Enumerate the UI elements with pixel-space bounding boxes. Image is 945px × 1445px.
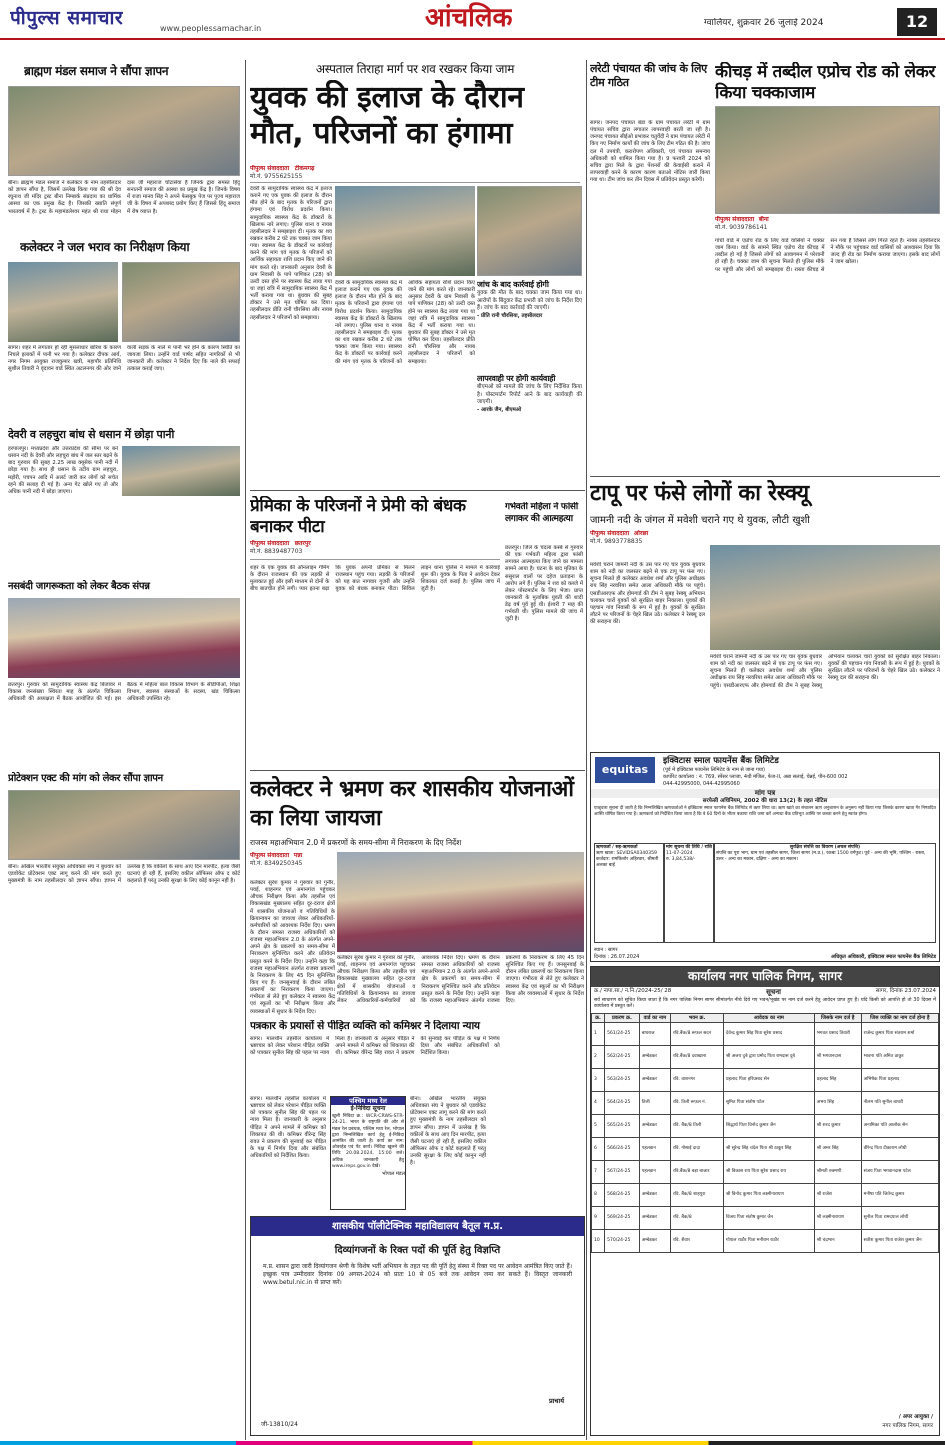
dam-body: हरपालपुर। मध्यप्रदेश और उत्तरप्रदेश की सीमा पर बने धसान नदी के देवरी और लहचुरा बांध में जल स्तर बढ़ने के बाद गुरुवार की सुबह 2.25 लाख क्यूसेक पानी नदी में छोड़ा गया है। साथ ही धसान के तटीय ग्राम लहचुरा, मड़ोरी, पचपन आदि में अलर्ट जारी कर लोगों को सचेत रहने की सलाह दी गई है। अन्य गेट खोले गए तो और अधिक पानी नदी में छोड़ा जाएगा। bbox=[8, 446, 118, 495]
lead-photo-2 bbox=[477, 186, 582, 276]
municipal-notice bbox=[590, 966, 940, 1436]
polytechnic-body: म.प्र. शासन द्वारा जारी दिव्यांगजन श्रेणी के विशेष भर्ती अभियान के तहत पद की पूर्ति हेतु संस्था में रिक्त पद पर आवेदन आमंत्रित किए जाते हैं। इच्छुक पात्र उम्मीदवार दिनांक 09 अगस्त-2024 को प्रातः 10 से 05 बजे तक आवेदन जमा कर सकते हैं। विस्तृत जानकारी www.betul.nic.in से प्राप्त करें। bbox=[263, 1263, 572, 1287]
rescue-body-2: मवेशी चराने जामनी नदी के उस पार गए चार युवक बुधवार शाम को नदी का जलस्तर बढ़ने से एक टापू पर फंस गए। सूचना मिलते ही कलेक्टर अवधेश शर्मा और पुलिस अधीक्षक राय सिंह नरवरिया समेत आला अधिकारी मौके पर पहुंचे। एसडीआरएफ और होमगार्ड की टीम ने सुबह रेस्क्यू अभियान चलाकर चारों युवकों को सुरक्षित बाहर निकाला। युवकों की पहचान गांव निवासी के रूप में हुई है। युवकों के सुरक्षित लौटने पर परिजनों के चेहरे खिल उठे। कलेक्टर ने रेस्क्यू दल की सराहना की। bbox=[710, 654, 940, 689]
equitas-tel: 044-42995000, 044-42995060 bbox=[663, 781, 740, 787]
table-cell: बाघराज bbox=[639, 1023, 670, 1046]
table-cell: सिद्धार्थ पिता विनोद कुमार जैन bbox=[723, 1115, 814, 1138]
row-rule bbox=[250, 770, 585, 771]
property-desc: संपत्ति का पूरा भाग, ग्राम एवं तहसील सागर, जिला सागर (म.प्र.), रकबा 1500 वर्गफुट। पूर्व - अन्य की भूमि, पश्चिम - रास्ता, उत्तर - अन्य का मकान, दक्षिण - अन्य का मकान। bbox=[716, 850, 926, 862]
journalist-body: सागर। मालथौन तहसील कार्यालय में भ्रष्टाचार को लेकर परेशान पीड़ित व्यक्ति को पत्रकार सुनील सिंह की पहल पर न्याय मिला है। जानकारी के अनुसार पीड़ित ने अपने मामले में कमिश्नर को शिकायत की थी। कमिश्नर वीरेन्द्र सिंह रावत ने प्रकरण की सुनवाई कर पीड़ित के पक्ष में निर्णय दिया और संबंधित अधिकारियों को निर्देशित किया। bbox=[250, 1036, 500, 1057]
municipal-ref: क्र./ नापा.सा./ न.नि./2024-25/ 28 bbox=[594, 987, 672, 994]
table-cell: रवि. तिली रूफ़ल नं. bbox=[670, 1092, 723, 1115]
railway-body: खुली निविदा क्र.: WCR-CRWS-STR-24-21. भारत के राष्ट्रपति की ओर से मंडल रेल प्रबंधक, पश्चिम मध्य रेल, भोपाल द्वारा निम्नलिखित कार्य हेतु ई-निविदा आमंत्रित की जाती है। कार्य का नाम: ओवरहेड एवं पेंट कार्य। निविदा खुलने की तिथि: 20.08.2024, 15:00 बजे। अधिक जानकारी हेतु www.ireps.gov.in देखें। bbox=[332, 1114, 404, 1169]
rescue-subhead: जामनी नदी के जंगल में मवेशी चराने गए थे युवक, लौटी खुशी bbox=[590, 515, 810, 526]
table-cell: 566/24-25 bbox=[605, 1138, 640, 1161]
table-row bbox=[592, 1092, 939, 1115]
table-cell: श्री शरद कुमार bbox=[814, 1115, 861, 1138]
box1-text: युवक की मौत के बाद चक्का जाम किया गया था। आरोपों के बिंदुवार केंद्र प्रभारी को जांच के निर्देश दिए हैं। जांच के बाद कार्रवाई की जाएगी। bbox=[477, 290, 582, 312]
equitas-subtitle: (पूर्व में इक्विटास फायनेंस लिमिटेड के नाम से जाना गया) bbox=[663, 767, 766, 773]
table-cell: रवि. बैंक/8 तिली bbox=[670, 1115, 723, 1138]
muddy-road-phone: मो.नं. 9039786141 bbox=[715, 223, 768, 231]
waterlogging-headline: कलेक्टर ने जल भराव का निरीक्षण किया bbox=[20, 240, 190, 254]
brahmin-headline: ब्राह्मण मंडल समाज ने सौंपा ज्ञापन bbox=[24, 64, 169, 78]
table-header: आवेदक का नाम bbox=[723, 1013, 814, 1023]
table-cell: सतीश कुमार पिता राजेश कुमार जैन bbox=[861, 1230, 938, 1253]
table-row bbox=[592, 1207, 939, 1230]
demand-notice-body: एतद्द्वारा सूचना दी जाती है कि निम्नलिखित ऋणकर्ताओं ने इक्विटास स्माल फायनेंस बैंक लिमिटेड से ऋण लिया था। ऋण खाते का संचालन ऋण अनुशासन के अनुरूप नहीं किया गया जिसके कारण खाता गैर निष्पादित आस्ति घोषित किया गया है। ऋणकर्ता को निर्देशित किया जाता है कि वे 60 दिनों के भीतर बकाया राशि जमा करें अन्यथा बैंक प्रतिभूत आस्ति पर कब्जा करने हेतु स्वतंत्र होगा। bbox=[594, 806, 936, 817]
table-row bbox=[592, 1161, 939, 1184]
table-cell: रवि. गोसाई दादा bbox=[670, 1138, 723, 1161]
sterilization-body: छतरपुर। गुरुवार को सामुदायिक स्वास्थ्य केंद्र बिजावर में विकास जनसंख्या स्थिरता माह के अंतर्गत चिकित्सा अधिकारी की अध्यक्षता में बैठक आयोजित की गई। इस बैठक में महिला बाल विकास विभाग के सीडीपीओ, शिक्षा विभाग, स्वास्थ्य संस्थाओं के सदस्य, खंड चिकित्सा अधिकारी उपस्थित रहे। bbox=[8, 682, 240, 703]
equitas-title: इक्विटास स्माल फायनेंस बैंक लिमिटेड bbox=[663, 756, 779, 766]
table-cell: अभय सिंह bbox=[814, 1092, 861, 1115]
railway-subtitle: ई-निविदा सूचना bbox=[350, 1105, 386, 1113]
lareti-body: सागर। जनपद पंचायत बंडा के ग्राम पंचायत लरेटी में ग्राम पंचायत सचिव द्वारा लगातार लापरवाही बरती जा रही है। जनपद पंचायत सीईओ प्रभाकर चतुर्वेदी ने ग्राम पंचायत लरेटी में किए गए निर्माण कार्यों की जांच के लिए टीम गठित की है। जांच दल में उपयंत्री, करारोपण अधिकारी, एवं पंचायत समन्वय अधिकारी को शामिल किया गया है। 9 फरवरी 2024 को सचिव द्वारा मिले के द्वारा पेंशनरों की केवाईसी कराने में लापरवाही करने के कारण कारण बताओ नोटिस जारी किया गया था। टीम जांच कर तीन दिवस में प्रतिवेदन प्रस्तुत करेगी। bbox=[590, 120, 710, 184]
municipal-title: कार्यालय नगर पालिक निगम, सागर bbox=[591, 967, 939, 987]
equitas-place: स्थान : सागर bbox=[594, 947, 618, 953]
section-title: आंचलिक bbox=[425, 3, 513, 33]
pregnant-body: छतरपुर। जिले के चंदला कस्बे से गुरुवार की एक गर्भवती महिला द्वारा फांसी लगाकर आत्महत्या किए जाने का मामला सामने आया है। घटना के बाद मृतिका के ससुराल वालों पर दहेज प्रताड़ना के आरोप लगे हैं। पुलिस ने शव को कब्जे में लेकर पोस्टमार्टम के लिए भेजा। प्राप्त जानकारी के मुताबिक युवती की शादी डेढ़ वर्ष पूर्व हुई थी। ईश्वरी 7 माह की गर्भवती थी। पुलिस मामले की जांच में जुटी है। bbox=[505, 545, 583, 623]
table-cell: सुनील पिता रामदयाल लोधी bbox=[861, 1207, 938, 1230]
borrower-loan-no: ऋण खाता: SEVIDSA0340359 bbox=[596, 850, 657, 856]
table-cell: श्रीमती रुक्मणी bbox=[814, 1161, 861, 1184]
row-rule bbox=[250, 490, 585, 491]
newspaper-logo: पीपुल्स समाचार bbox=[10, 7, 124, 29]
table-cell: अम्बेडकर bbox=[639, 1046, 670, 1069]
table-cell: संजय पिता भगवानदास पटेल bbox=[861, 1161, 938, 1184]
table-cell: राजेन्द्र कुमार पिता संतराम शर्मा bbox=[861, 1023, 938, 1046]
rescue-place: ओरछा bbox=[633, 530, 649, 537]
table-cell: तिली bbox=[639, 1092, 670, 1115]
dam-headline: देवरी व लहचुरा बांध से धसान में छोड़ा पानी bbox=[8, 428, 174, 441]
row-rule bbox=[590, 476, 940, 477]
muddy-road-byline: पीपुल्स संवाददाता bbox=[715, 216, 755, 223]
equitas-sign: अधिकृत अधिकारी, इक्विटास स्माल फायनेंस बैंक लिमिटेड bbox=[830, 954, 936, 960]
table-cell: पहलवान bbox=[639, 1161, 670, 1184]
table-cell: विजय पिता संतोष कुमार जैन bbox=[723, 1207, 814, 1230]
collector-phone: मो.नं. 8349250345 bbox=[250, 859, 303, 867]
polytechnic-code: जी-13810/24 bbox=[261, 1421, 298, 1429]
sterilization-headline: नसबंदी जागरूकता को लेकर बैठक संपन्न bbox=[8, 581, 150, 592]
table-header: भवन क्र. bbox=[670, 1013, 723, 1023]
rescue-byline: पीपुल्स संवाददाता bbox=[590, 530, 630, 537]
collector-headline: कलेक्टर ने भ्रमण कर शासकीय योजनाओं का लिया जायजा bbox=[250, 777, 574, 831]
collector-photo bbox=[337, 852, 584, 952]
property-col-header: सुरक्षित संपत्ति का विवरण (अचल संपत्ति) bbox=[789, 845, 861, 850]
table-cell: अम्बेडकर bbox=[639, 1207, 670, 1230]
table-cell: नीलम पति सुनील बाथरी bbox=[861, 1092, 938, 1115]
demand-notice-table bbox=[594, 843, 936, 943]
table-cell: 2 bbox=[592, 1046, 605, 1069]
table-cell: 564/24-25 bbox=[605, 1092, 640, 1115]
railway-ref: भोपाल मंडल bbox=[382, 1170, 405, 1177]
waterlogging-body: सागर। शहर में लगातार हो रही मूसलाधार बारिश के कारण निचले इलाकों में पानी भर गया है। कलेक्टर दीपक आर्य, नगर निगम आयुक्त राजकुमार खत्री, महापौर प्रतिनिधि सुशील तिवारी ने वृंदावन वार्ड स्थित अटलनगर की ओर जाने वाली सड़क के नाले में पानी भरे होने के कारण स्थिति का जायजा लिया। उन्होंने वार्ड पार्षद सहित नागरिकों से भी जानकारी ली। कलेक्टर ने निर्देश दिए कि नाले की सफाई तत्काल कराई जाए। bbox=[8, 345, 240, 373]
table-cell: अम्बेडकर bbox=[639, 1184, 670, 1207]
lead-byline: पीपुल्स संवाददाता bbox=[250, 165, 290, 172]
protection-headline: प्रोटेक्शन एक्ट की मांग को लेकर सौंपा ज्ञापन bbox=[8, 773, 163, 784]
dam-photo bbox=[122, 446, 240, 496]
table-cell: 5 bbox=[592, 1115, 605, 1138]
rescue-headline: टापू पर फंसे लोगों का रेस्क्यू bbox=[590, 481, 809, 506]
sterilization-photo bbox=[8, 598, 240, 678]
table-cell: 569/24-25 bbox=[605, 1207, 640, 1230]
protection-photo bbox=[8, 790, 240, 860]
table-cell: 562/24-25 bbox=[605, 1046, 640, 1069]
pregnant-headline: गर्भवती महिला ने फांसी लगाकर की आत्महत्या bbox=[505, 502, 578, 524]
table-cell: श्री अजय दुबे द्वारा प्रमोद पिता रामदास दुबे bbox=[723, 1046, 814, 1069]
premika-body: शहर के एक युवक की ऑनलाइन गेमिंग के दौरान राजस्थान की एक लड़की से मुलाकात हुई और इसी माध्यम से दोनों के बीच बातचीत होने लगी। प्यार इतना बढ़ा कि युवक अपनी प्रेमिका से मिलने राजस्थान पहुंच गया। लड़की के परिजनों को यह बात नागवार गुजरी और उन्होंने युवक को बंधक बनाकर पीटा। सिविल लाइन थाना पुलिस ने मामले में कार्रवाई शुरू की। युवक के पिता ने आवेदन देकर शिकायत दर्ज कराई है। पुलिस जांच में जुटी है। bbox=[250, 565, 500, 593]
lareti-headline: लरेटी पंचायत की जांच के लिए टीम गठित bbox=[590, 62, 707, 89]
table-row bbox=[592, 1138, 939, 1161]
collector-body-1: कलेक्टर सुरेश कुमार ने गुरुवार को गुनौर, पवई, शाहनगर एवं अमानगंज पहुंचकर औचक निरीक्षण किया और तहसील एवं विकासखंड मुख्यालय सहित दूर-दराज क्षेत्रों में शासकीय योजनाओं व गतिविधियों के क्रियान्वयन का जायजा लेकर अधिकारियों-कर्मचारियों को आवश्यक निर्देश दिए। भ्रमण के दौरान समस्त राजस्व अधिकारियों को राजस्व महाअभियान 2.0 के अंतर्गत अपने-अपने क्षेत्र के प्रकरणों का समय-सीमा में निराकरण सुनिश्चित करने और प्रतिवेदन प्रस्तुत करने के निर्देश दिए। उन्होंने कहा कि राजस्व महाअभियान अंतर्गत राजस्व प्रकरणों के निराकरण के लिए 45 दिन सुनिश्चित किए गए हैं। जनसुनवाई के दौरान लंबित प्रकरणों का निराकरण किया जाएगा। गंभीरता से लेते हुए कलेक्टर ने स्वास्थ्य केंद्र एवं स्कूलों का भी निरीक्षण किया और व्यवस्थाओं में सुधार के निर्देश दिए। bbox=[250, 880, 335, 1015]
table-cell: पहलवान bbox=[639, 1138, 670, 1161]
print-color-band bbox=[0, 1441, 945, 1445]
muddy-road-byline-row bbox=[715, 216, 825, 236]
polytechnic-title: शासकीय पॉलीटेक्निक महाविद्यालय बैतूल म.प्र. bbox=[251, 1217, 584, 1236]
table-cell: रवि. वाशनगर bbox=[670, 1069, 723, 1092]
advocate-body-continued: बीना। अखिल भारतीय संयुक्त अधिवक्ता संघ ने बुधवार को एडवोकेट प्रोटेक्शन एक्ट लागू करने की मांग करते हुए मुख्यमंत्री के नाम तहसीलदार को ज्ञापन सौंपा। ज्ञापन में उल्लेख है कि वकीलों के साथ आए दिन मारपीट, हत्या जैसी घटनाएं हो रही हैं, इसलिए वकील ऑफिसर ऑफ द कोर्ट कहलाते हैं परंतु उनकी सुरक्षा के लिए कोई कानून नहीं है। bbox=[410, 1096, 486, 1167]
table-cell: 1 bbox=[592, 1023, 605, 1046]
railway-title: पश्चिम मध्य रेल bbox=[331, 1097, 405, 1105]
page-number: 12 bbox=[897, 8, 937, 36]
table-cell: देवेन्द्र कुमार सिंह पिता सुरेश प्रसाद bbox=[723, 1023, 814, 1046]
table-cell: मनीषा पति जितेन्द्र कुमार bbox=[861, 1184, 938, 1207]
box2-headline: लापरवाही पर होगी कार्यवाही bbox=[477, 374, 556, 383]
journalist-body-continued: सागर। मालथौन तहसील कार्यालय में भ्रष्टाचार को लेकर परेशान पीड़ित व्यक्ति को पत्रकार सुनील सिंह की पहल पर न्याय मिला है। जानकारी के अनुसार पीड़ित ने अपने मामले में कमिश्नर को शिकायत की थी। कमिश्नर वीरेन्द्र सिंह रावत ने प्रकरण की सुनवाई कर पीड़ित के पक्ष में निर्णय दिया और संबंधित अधिकारियों को निर्देशित किया। bbox=[250, 1096, 326, 1160]
lead-box-2 bbox=[477, 374, 582, 440]
table-cell: श्री राजेश bbox=[814, 1184, 861, 1207]
rescue-byline-row bbox=[590, 530, 705, 560]
lead-photo-1 bbox=[335, 186, 475, 276]
table-cell: रवि. बैंक/8 शाहपुरा bbox=[670, 1184, 723, 1207]
polytechnic-headline: दिव्यांगजनों के रिक्त पदों की पूर्ति हेतु विज्ञप्ति bbox=[334, 1245, 501, 1256]
table-cell: अम्बेडकर bbox=[639, 1230, 670, 1253]
table-cell: 561/24-25 bbox=[605, 1023, 640, 1046]
table-cell: श्री अमर सिंह bbox=[814, 1138, 861, 1161]
table-cell: रवि.बैंक/8 दवाखाना bbox=[670, 1046, 723, 1069]
table-cell: 9 bbox=[592, 1207, 605, 1230]
lead-byline-row bbox=[250, 165, 580, 183]
demand-date: 11-07-2024 bbox=[666, 850, 693, 856]
premika-headline: प्रेमिका के परिजनों ने प्रेमी को बंधक बनाकर पीटा bbox=[250, 496, 466, 538]
demand-notice-title: मांग पत्र bbox=[591, 789, 939, 798]
protection-body: बीना। अखिल भारतीय संयुक्त अधिवक्ता संघ ने बुधवार को एडवोकेट प्रोटेक्शन एक्ट लागू करने की मांग करते हुए मुख्यमंत्री के नाम तहसीलदार को ज्ञापन सौंपा। ज्ञापन में उल्लेख है कि वकीलों के साथ आए दिन मारपीट, हत्या जैसी घटनाएं हो रही हैं, इसलिए वकील ऑफिसर ऑफ द कोर्ट कहलाते हैं परंतु उनकी सुरक्षा के लिए कोई कानून नहीं है। bbox=[8, 864, 240, 885]
premika-byline: पीपुल्स संवाददाता bbox=[250, 540, 290, 547]
railway-tender-ad bbox=[330, 1096, 406, 1210]
polytechnic-sign: प्राचार्य bbox=[549, 1396, 564, 1405]
box1-headline: जांच के बाद कार्रवाई होगी bbox=[477, 280, 549, 289]
dateline: ग्वालियर, शुक्रवार 26 जुलाई 2024 bbox=[704, 18, 824, 28]
table-row bbox=[592, 1069, 939, 1092]
table-cell: श्री विकास राय पिता सुरेश प्रसाद राय bbox=[723, 1161, 814, 1184]
table-cell: अनामिका पति आलोक सेन bbox=[861, 1115, 938, 1138]
journalist-headline: पत्रकार के प्रयासों से पीड़ित व्यक्ति को कमिश्नर ने दिलाया न्याय bbox=[250, 1020, 480, 1032]
lead-kicker: अस्पताल तिराहा मार्ग पर शव रखकर किया जाम bbox=[315, 62, 515, 76]
collector-body-2: कलेक्टर सुरेश कुमार ने गुरुवार को गुनौर, पवई, शाहनगर एवं अमानगंज पहुंचकर औचक निरीक्षण किया और तहसील एवं विकासखंड मुख्यालय सहित दूर-दराज क्षेत्रों में शासकीय योजनाओं व गतिविधियों के क्रियान्वयन का जायजा लेकर अधिकारियों-कर्मचारियों को आवश्यक निर्देश दिए। भ्रमण के दौरान समस्त राजस्व अधिकारियों को राजस्व महाअभियान 2.0 के अंतर्गत अपने-अपने क्षेत्र के प्रकरणों का समय-सीमा में निराकरण सुनिश्चित करने और प्रतिवेदन प्रस्तुत करने के निर्देश दिए। उन्होंने कहा कि राजस्व महाअभियान अंतर्गत राजस्व प्रकरणों के निराकरण के लिए 45 दिन सुनिश्चित किए गए हैं। जनसुनवाई के दौरान लंबित प्रकरणों का निराकरण किया जाएगा। गंभीरता से लेते हुए कलेक्टर ने स्वास्थ्य केंद्र एवं स्कूलों का भी निरीक्षण किया और व्यवस्थाओं में सुधार के निर्देश दिए। bbox=[337, 955, 584, 1004]
lead-place: टीकमगढ़ bbox=[294, 165, 315, 172]
lead-phone: मो.नं. 9755625155 bbox=[250, 172, 303, 180]
column-rule bbox=[245, 60, 246, 1440]
table-header: वार्ड का नाम bbox=[639, 1013, 670, 1023]
table-cell: श्री विनोद कुमार पिता लक्ष्मीनारायण bbox=[723, 1184, 814, 1207]
table-row bbox=[592, 1115, 939, 1138]
table-cell: वीरेन्द्र पिता टीकाराम लोधी bbox=[861, 1138, 938, 1161]
table-row bbox=[592, 1046, 939, 1069]
collector-byline-row bbox=[250, 852, 335, 878]
premika-byline-row bbox=[250, 540, 500, 560]
table-cell: भावना पति अमित ठाकुर bbox=[861, 1046, 938, 1069]
masthead bbox=[0, 0, 945, 40]
muddy-road-body: गांधी वार्ड में एप्रोच रोड के लिए वार्ड वासियों ने चक्का जाम किया। वार्ड के सामने स्थित एप्रोच रोड कीचड़ में तब्दील हो गई है जिससे लोगों को आवागमन में परेशानी हो रही है। चक्का जाम की सूचना मिलते ही पुलिस मौके पर पहुंची और लोगों को समझाइश दी। रास्ता कीचड़ से सन गया है जिससे लोग गिरते रहते हैं। नायब तहसीलदार ने मौके पर पहुंचकर वार्ड वासियों को आश्वासन दिया कि जल्द ही रोड का निर्माण कराया जाएगा। इसके बाद लोगों ने जाम खोला। bbox=[715, 238, 940, 273]
table-cell: 4 bbox=[592, 1092, 605, 1115]
muddy-road-place: बीना bbox=[758, 216, 769, 223]
table-cell: प्रहलाद पिता हरिप्रसाद सेन bbox=[723, 1069, 814, 1092]
waterlogging-photo-2 bbox=[122, 262, 240, 342]
municipal-intro: सर्व साधारण को सूचित किया जाता है कि नगर पालिक निगम सागर सीमांतर्गत नीचे दिये गए भवन/भूखंड पर नाम दर्ज करने हेतु आवेदन प्राप्त हुए हैं। यदि किसी को आपत्ति हो तो 30 दिवस में कार्यालय में प्रस्तुत करें। bbox=[594, 997, 936, 1010]
municipal-sign: / अपर आयुक्त / bbox=[898, 1413, 933, 1420]
borrower-name: कर्जदार: रामकिशोर अहिरवार, श्रीमती अलका बाई bbox=[596, 856, 659, 868]
lead-body-2: देवरी के सामुदायिक स्वास्थ्य केंद्र में इलाज कराने गए एक युवक की इलाज के दौरान मौत होने के बाद मृतक के परिजनों द्वारा हंगामा एवं विरोध प्रदर्शन किया। सामुदायिक स्वास्थ्य केंद्र के डॉक्टरों के खिलाफ नारे लगाए। पुलिस थाना व नायब तहसीलदार ने समझाइश दी। मृतक का शव रखकर करीब 2 घंटे तक चक्का जाम किया गया। स्वास्थ्य केंद्र के डॉक्टरों पर कार्रवाई करने की मांग एवं मृतक के परिजनों को आर्थिक सहायता राशि प्रदान किए जाने की मांग करते रहे। जानकारी अनुसार देवरी के ग्राम निवासी के पापे पाणिकर (28) को उल्टी दस्त होने पर स्वास्थ्य केंद्र लाया गया था जहां रात्रि में सामुदायिक स्वास्थ्य केंद्र में भर्ती कराया गया था। बुधवार की सुबह डॉक्टर ने उसे मृत घोषित कर दिया। तहसीलदार प्रीति रानी चौरसिया और नायब तहसीलदार ने परिजनों को समझाया। bbox=[335, 280, 475, 365]
lead-headline: युवक की इलाज के दौरान मौत, परिजनों का हंगामा bbox=[250, 80, 524, 151]
table-cell: गोपाल राठौर पिता मनीराम राठौर bbox=[723, 1230, 814, 1253]
table-cell: 10 bbox=[592, 1230, 605, 1253]
table-cell: प्रहलाद सिंह bbox=[814, 1069, 861, 1092]
collector-place: पन्ना bbox=[293, 852, 303, 859]
table-cell: 570/24-25 bbox=[605, 1230, 640, 1253]
rescue-body-1: मवेशी चराने जामनी नदी के उस पार गए चार युवक बुधवार शाम को नदी का जलस्तर बढ़ने से एक टापू पर फंस गए। सूचना मिलते ही कलेक्टर अवधेश शर्मा और पुलिस अधीक्षक राय सिंह नरवरिया समेत आला अधिकारी मौके पर पहुंचे। एसडीआरएफ और होमगार्ड की टीम ने सुबह रेस्क्यू अभियान चलाकर चारों युवकों को सुरक्षित बाहर निकाला। युवकों की पहचान गांव निवासी के रूप में हुई है। युवकों के सुरक्षित लौटने पर परिजनों के चेहरे खिल उठे। कलेक्टर ने रेस्क्यू दल की सराहना की। bbox=[590, 562, 705, 626]
collector-byline: पीपुल्स संवाददाता bbox=[250, 852, 290, 859]
equitas-notice bbox=[590, 752, 940, 962]
table-header: जिसके नाम दर्ज है bbox=[814, 1013, 861, 1023]
table-cell: रवि. शैवार bbox=[670, 1230, 723, 1253]
table-cell: रवि.बैंक/8 बड़ा बाजार bbox=[670, 1161, 723, 1184]
municipal-sub: सूचना bbox=[766, 987, 781, 996]
rescue-photo bbox=[710, 545, 940, 650]
table-cell: श्री चंद्रभान bbox=[814, 1230, 861, 1253]
table-cell: 567/24-25 bbox=[605, 1161, 640, 1184]
municipal-date: सागर, दिनांक 23.07.2024 bbox=[875, 987, 936, 994]
municipal-table bbox=[591, 1013, 939, 1254]
table-cell: 568/24-25 bbox=[605, 1184, 640, 1207]
equitas-logo: equitas bbox=[595, 757, 655, 783]
box2-sign: - आरके जैन, बीएमओ bbox=[477, 406, 522, 413]
table-cell: श्री लक्ष्मीनारायण bbox=[814, 1207, 861, 1230]
muddy-road-headline: कीचड़ में तब्दील एप्रोच रोड को लेकर किया चक्काजाम bbox=[715, 62, 936, 104]
premika-phone: मो.नं. 8839487703 bbox=[250, 547, 303, 555]
table-cell: 7 bbox=[592, 1161, 605, 1184]
website: www.peoplessamachar.in bbox=[160, 24, 262, 33]
collector-subhead: राजस्व महाअभियान 2.0 में प्रकरणों के समय-सीमा में निराकरण के दिए निर्देश bbox=[250, 838, 462, 847]
polytechnic-ad bbox=[250, 1216, 585, 1436]
table-row bbox=[592, 1230, 939, 1253]
table-cell: 563/24-25 bbox=[605, 1069, 640, 1092]
brahmin-photo bbox=[8, 86, 240, 176]
table-cell: 8 bbox=[592, 1184, 605, 1207]
box1-sign: - प्रीति रानी चौरसिया, तहसीलदार bbox=[477, 312, 543, 319]
table-cell: श्री भगवानदास bbox=[814, 1046, 861, 1069]
brahmin-body: बीना। ब्राह्मण मंडल समाज ने कलेक्टर के नाम तहसीलदार को ज्ञापन सौंपा है, जिसमें उल्लेख किया गया की श्री देव रघुनाथ जी मंदिर ट्रस्ट बीना निम्बार्क संप्रदाय का धार्मिक आस्था का एक प्रमुख केंद्र है। जिसकी ख्याति संपूर्ण भारतवर्ष में है। ट्रस्ट के महामंडलेश्वर महंत श्री राधा मोहन दास जी महाराज चोटासेवा है जिनके द्वारा समस्त हिंदू सनातनी समाज की आस्था का प्रमुख केंद्र है। जिनके विषय में राजा मानव सिंह ने अपने फेसबुक पेज पर पूज्य महाराज जी के विषय में अपशब्द प्रयोग किए हैं जिससे हिंदू समाज में रोष व्याप्त है। bbox=[8, 180, 240, 215]
waterlogging-photo-1 bbox=[8, 262, 118, 342]
table-cell: सुमित पिता संतोष पटेल bbox=[723, 1092, 814, 1115]
table-cell: 565/24-25 bbox=[605, 1115, 640, 1138]
table-header: क्र. bbox=[592, 1013, 605, 1023]
demand-notice-sub: सरफेसी अधिनियम, 2002 की धारा 13(2) के तहत नोटिस bbox=[702, 798, 828, 804]
table-cell: अम्बेडकर bbox=[639, 1069, 670, 1092]
borrower-col-header: ऋणकर्ता / सह-ऋणकर्ता bbox=[596, 845, 638, 850]
table-cell: श्री सुरेन्द्र सिंह चंदेल पिता श्री ठाकुर सिंह bbox=[723, 1138, 814, 1161]
table-cell: 3 bbox=[592, 1069, 605, 1092]
table-cell: अम्बेडकर bbox=[639, 1115, 670, 1138]
rescue-phone: मो.नं. 9893778835 bbox=[590, 537, 643, 545]
lead-body-1: देवरी के सामुदायिक स्वास्थ्य केंद्र में इलाज कराने गए एक युवक की इलाज के दौरान मौत होने के बाद मृतक के परिजनों द्वारा हंगामा एवं विरोध प्रदर्शन किया। सामुदायिक स्वास्थ्य केंद्र के डॉक्टरों के खिलाफ नारे लगाए। पुलिस थाना व नायब तहसीलदार ने समझाइश दी। मृतक का शव रखकर करीब 2 घंटे तक चक्का जाम किया गया। स्वास्थ्य केंद्र के डॉक्टरों पर कार्रवाई करने की मांग एवं मृतक के परिजनों को आर्थिक सहायता राशि प्रदान किए जाने की मांग करते रहे। जानकारी अनुसार देवरी के ग्राम निवासी के पापे पाणिकर (28) को उल्टी दस्त होने पर स्वास्थ्य केंद्र लाया गया था जहां रात्रि में सामुदायिक स्वास्थ्य केंद्र में भर्ती कराया गया था। बुधवार की सुबह डॉक्टर ने उसे मृत घोषित कर दिया। तहसीलदार प्रीति रानी चौरसिया और नायब तहसीलदार ने परिजनों को समझाया। bbox=[250, 186, 332, 321]
column-rule bbox=[586, 60, 587, 1440]
lead-box-1 bbox=[477, 280, 582, 370]
table-row bbox=[592, 1023, 939, 1046]
premika-place: छतरपुर bbox=[294, 540, 311, 547]
table-cell: अभिषेक पिता प्रहलाद bbox=[861, 1069, 938, 1092]
demand-amount: रु. 3,84,538/- bbox=[666, 856, 696, 862]
muddy-road-photo bbox=[715, 106, 940, 214]
table-cell: रवि. बैंक/8 bbox=[670, 1207, 723, 1230]
table-cell: 6 bbox=[592, 1138, 605, 1161]
table-row bbox=[592, 1184, 939, 1207]
table-header: प्रकरण क्र. bbox=[605, 1013, 640, 1023]
table-cell: भगवत प्रसाद तिवारी bbox=[814, 1023, 861, 1046]
municipal-sign2: नगर पालिक निगम, सागर bbox=[882, 1422, 933, 1429]
box2-text: बीएमओ को मामले की जांच के लिए निर्देशित किया है। पोस्टमार्टम रिपोर्ट आने के बाद कार्यवाही की जाएगी। bbox=[477, 384, 582, 406]
demand-col-header: मांग सूचना की तिथि / राशि bbox=[666, 845, 712, 850]
equitas-address: कार्पोरेट कार्यालय : नं. 769, स्पेंसर प्लाजा, 4थी मंजिल, फेज-II, अन्ना सलाई, चेन्नई, पीन-600 002 bbox=[663, 774, 848, 780]
equitas-date: दिनांक : 26.07.2024 bbox=[594, 954, 640, 960]
table-header: जिस व्यक्ति का नाम दर्ज होना है bbox=[861, 1013, 938, 1023]
table-cell: रवि.बैंक/8 रूफ़ल सदन bbox=[670, 1023, 723, 1046]
